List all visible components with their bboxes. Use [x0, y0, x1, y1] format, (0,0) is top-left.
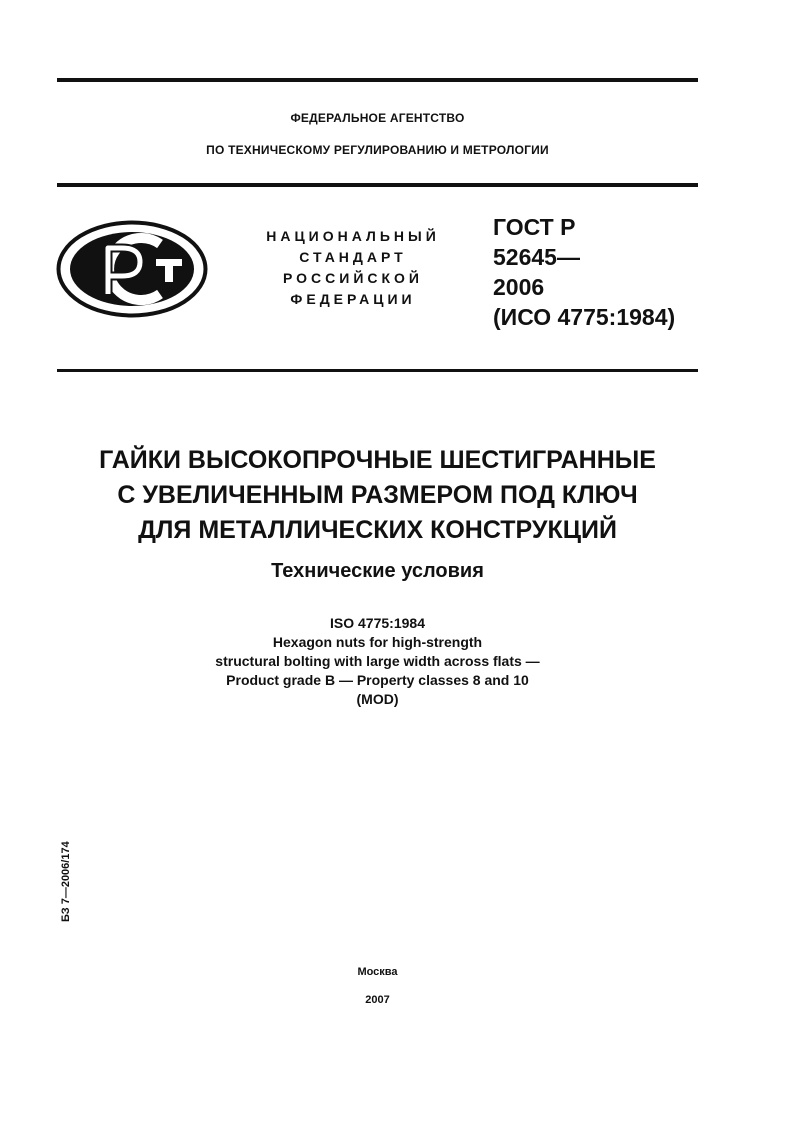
agency-name-line2: ПО ТЕХНИЧЕСКОМУ РЕГУЛИРОВАНИЮ И МЕТРОЛОГИИ: [206, 143, 549, 157]
iso-reference-line: (MOD): [356, 691, 399, 707]
designation-line: (ИСО 4775:1984): [493, 304, 676, 330]
iso-reference-line: Hexagon nuts for high-strength: [272, 634, 483, 650]
publication-year: 2007: [365, 994, 390, 1006]
side-publication-note: БЗ 7—2006/174: [60, 841, 72, 922]
title-line: С УВЕЛИЧЕННЫМ РАЗМЕРОМ ПОД КЛЮЧ: [117, 481, 638, 509]
top-rule: [57, 78, 698, 82]
rst-certification-mark-icon: [56, 220, 208, 318]
title-line: ДЛЯ МЕТАЛЛИЧЕСКИХ КОНСТРУКЦИЙ: [138, 516, 617, 544]
national-standard-line: НАЦИОНАЛЬНЫЙ: [266, 228, 440, 244]
iso-reference-line: ISO 4775:1984: [330, 615, 425, 631]
iso-reference-line: structural bolting with large width across flats —: [215, 653, 540, 669]
title-line: ГАЙКИ ВЫСОКОПРОЧНЫЕ ШЕСТИГРАННЫЕ: [99, 446, 656, 474]
publication-city: Москва: [357, 966, 398, 978]
document-subtitle: Технические условия: [271, 560, 484, 582]
iso-reference-line: Product grade B — Property classes 8 and 10: [226, 672, 529, 688]
national-standard-line: СТАНДАРТ: [299, 249, 407, 265]
national-standard-line: ФЕДЕРАЦИИ: [290, 291, 416, 307]
standard-designation: [493, 212, 675, 332]
national-standard-label: [248, 226, 458, 310]
agency-name-line1: ФЕДЕРАЛЬНОЕ АГЕНТСТВО: [290, 111, 465, 125]
national-standard-line: РОССИЙСКОЙ: [283, 270, 423, 286]
document-title: [40, 443, 715, 548]
bottom-rule: [57, 369, 698, 372]
designation-line: ГОСТ Р: [493, 214, 576, 240]
iso-reference: [40, 614, 715, 709]
designation-line: 2006: [493, 274, 545, 300]
middle-rule: [57, 183, 698, 187]
designation-line: 52645—: [493, 244, 580, 270]
